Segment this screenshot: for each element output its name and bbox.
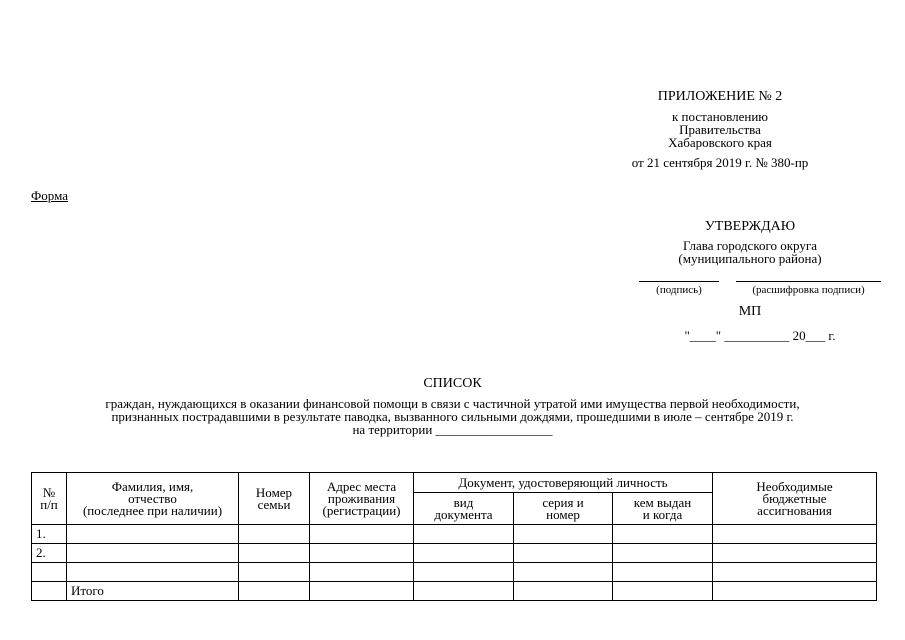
cell: [239, 525, 310, 544]
cell: [414, 525, 514, 544]
cell: [239, 582, 310, 601]
cell: [613, 544, 713, 563]
cell: [713, 582, 877, 601]
appendix-to-line: Правительства: [679, 122, 761, 137]
cell: [713, 563, 877, 582]
list-subtitle-line: граждан, нуждающихся в оказании финансовой помощи в связи с частичной утратой ими имущества первой необходимости,: [105, 396, 800, 411]
header-document-issued: кем выдан и когда: [613, 493, 713, 525]
cell: [310, 563, 414, 582]
cell: [514, 525, 613, 544]
cell: [514, 563, 613, 582]
list-title: СПИСОК: [423, 376, 482, 391]
form-label: Форма: [31, 188, 68, 203]
cell: [414, 563, 514, 582]
list-subtitle: [20, 397, 885, 436]
appendix-to-line: Хабаровского края: [668, 135, 772, 150]
row-number: 2.: [32, 544, 67, 563]
cell: [32, 582, 67, 601]
appendix-reference: [600, 110, 840, 149]
list-subtitle-line: признанных пострадавшими в результате паводка, вызванного сильными дождями, прошедшими в июле – сентябре 2019 г.: [111, 409, 794, 424]
cell: [713, 525, 877, 544]
cell: [310, 544, 414, 563]
row-number: [32, 563, 67, 582]
approval-role-line: Глава городского округа: [683, 238, 817, 253]
approval-role-line: (муниципального района): [678, 251, 822, 266]
list-subtitle-line: на территории __________________: [352, 422, 553, 437]
name-line: [736, 281, 881, 282]
approval-role: [640, 239, 860, 265]
row-number: 1.: [32, 525, 67, 544]
cell: [613, 563, 713, 582]
cell: [414, 544, 514, 563]
table-row: [32, 563, 877, 582]
cell: [414, 582, 514, 601]
table-total-row: [32, 582, 877, 601]
header-full-name: Фамилия, имя, отчество (последнее при наличии): [67, 473, 239, 525]
header-number: № п/п: [32, 473, 67, 525]
cell: [613, 525, 713, 544]
table-row: [32, 525, 877, 544]
cell: [67, 525, 239, 544]
cell: [514, 582, 613, 601]
cell: [67, 544, 239, 563]
cell: [67, 563, 239, 582]
signature-line: [639, 281, 719, 282]
header-address: Адрес места проживания (регистрации): [310, 473, 414, 525]
approval-date-line: "____" __________ 20___ г.: [684, 328, 836, 343]
name-caption: (расшифровка подписи): [752, 284, 865, 296]
header-budget: Необходимые бюджетные ассигнования: [713, 473, 877, 525]
total-label: Итого: [67, 582, 239, 601]
table-row: [32, 544, 877, 563]
header-family-number: Номер семьи: [239, 473, 310, 525]
approval-title: УТВЕРЖДАЮ: [704, 219, 796, 234]
appendix-date: от 21 сентября 2019 г. № 380-пр: [631, 155, 809, 170]
cell: [514, 544, 613, 563]
appendix-title: ПРИЛОЖЕНИЕ № 2: [657, 89, 783, 104]
cell: [239, 544, 310, 563]
cell: [310, 582, 414, 601]
signature-caption: (подпись): [656, 284, 702, 296]
stamp-label: МП: [738, 304, 762, 319]
appendix-to-line: к постановлению: [671, 109, 769, 124]
cell: [310, 525, 414, 544]
header-identity-document: Документ, удостоверяющий личность: [414, 473, 713, 493]
cell: [613, 582, 713, 601]
header-document-type: вид документа: [414, 493, 514, 525]
citizens-table: [31, 472, 877, 601]
cell: [239, 563, 310, 582]
header-document-series: серия и номер: [514, 493, 613, 525]
cell: [713, 544, 877, 563]
